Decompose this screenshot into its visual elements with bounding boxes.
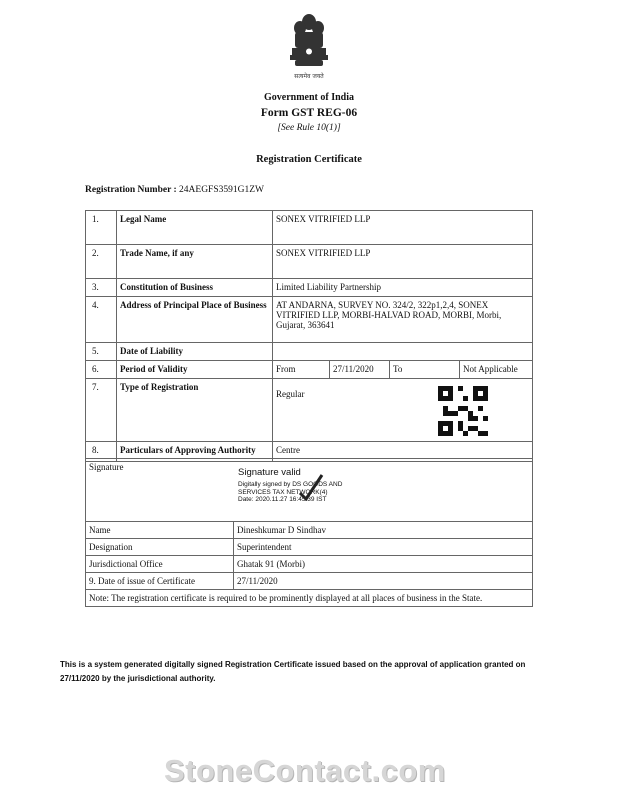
officer-label: Jurisdictional Office	[86, 556, 234, 573]
issue-date-value: 27/11/2020	[234, 573, 533, 590]
certificate-title: Registration Certificate	[256, 154, 362, 165]
signature-cell	[86, 459, 533, 522]
signature-line: Digitally signed by DS GOODS AND	[238, 481, 343, 488]
constitution-value: Limited Liability Partnership	[273, 279, 533, 297]
row-number: 4.	[86, 297, 117, 343]
row-number: 5.	[86, 343, 117, 361]
table-row	[86, 211, 533, 245]
registration-type-value: Regular	[276, 389, 305, 399]
registration-number-label: Registration Number :	[85, 185, 177, 195]
registration-type-cell	[273, 379, 533, 442]
registration-details-table	[85, 210, 533, 462]
emblem-motto: सत्यमेव जयते	[294, 73, 324, 80]
footer-note: This is a system generated digitally signed Registration Certificate issued based on the approval of application granted on 27/11/2020 by the jurisdictional authority.	[60, 660, 526, 683]
row-label: Particulars of Approving Authority	[117, 442, 273, 462]
officer-label: 9. Date of issue of Certificate	[86, 573, 234, 590]
government-title: Government of India	[264, 92, 354, 103]
row-number: 3.	[86, 279, 117, 297]
signature-valid-text: Signature valid	[238, 467, 301, 478]
row-number: 7.	[86, 379, 117, 442]
row-label: Address of Principal Place of Business	[117, 297, 273, 343]
officer-name-value: Dineshkumar D Sindhav	[234, 522, 533, 539]
row-label: Trade Name, if any	[117, 245, 273, 279]
table-row	[86, 279, 533, 297]
table-row	[86, 379, 533, 442]
national-emblem-icon	[278, 12, 340, 82]
watermark-logo: StoneContact.com	[164, 753, 446, 788]
row-label: Date of Liability	[117, 343, 273, 361]
row-number: 6.	[86, 361, 117, 379]
row-number: 8.	[86, 442, 117, 462]
row-label: Type of Registration	[117, 379, 273, 442]
table-row	[86, 245, 533, 279]
officer-label: Designation	[86, 539, 234, 556]
address-value: AT ANDARNA, SURVEY NO. 324/2, 322p1,2,4, SONEX VITRIFIED LLP, MORBI-HALVAD ROAD, MORBI, Morbi, Gujarat, 363641	[273, 297, 533, 343]
rule-reference: [See Rule 10(1)]	[277, 123, 341, 133]
signature-line: Date: 2020.11.27 16:45:39 IST	[238, 496, 327, 503]
designation-value: Superintendent	[234, 539, 533, 556]
table-row	[86, 343, 533, 361]
jurisdictional-office-value: Ghatak 91 (Morbi)	[234, 556, 533, 573]
signature-label: Signature	[89, 462, 124, 472]
form-title: Form GST REG-06	[260, 107, 358, 119]
officer-label: Name	[86, 522, 234, 539]
legal-name-value: SONEX VITRIFIED LLP	[273, 211, 533, 245]
row-number: 1.	[86, 211, 117, 245]
officer-details-table	[85, 458, 533, 607]
table-row	[86, 459, 533, 522]
digital-signature	[238, 467, 342, 504]
row-label: Constitution of Business	[117, 279, 273, 297]
checkmark-icon	[298, 473, 324, 501]
row-number: 2.	[86, 245, 117, 279]
row-label: Legal Name	[117, 211, 273, 245]
row-label: Period of Validity	[117, 361, 273, 379]
table-row	[86, 361, 533, 379]
validity-to-label: To	[390, 361, 460, 379]
table-row	[86, 590, 533, 607]
table-row	[86, 573, 533, 590]
table-row	[86, 297, 533, 343]
registration-number-value: 24AEGFS3591G1ZW	[179, 185, 265, 195]
table-row	[86, 539, 533, 556]
validity-from-date: 27/11/2020	[330, 361, 390, 379]
liability-value	[273, 343, 533, 361]
table-row	[86, 522, 533, 539]
display-note: Note: The registration certificate is required to be prominently displayed at all places of business in the State.	[86, 590, 533, 607]
validity-from-label: From	[273, 361, 330, 379]
validity-to-value: Not Applicable	[460, 361, 533, 379]
trade-name-value: SONEX VITRIFIED LLP	[273, 245, 533, 279]
signature-line: SERVICES TAX NETWORK(4)	[238, 488, 328, 496]
registration-number	[85, 185, 264, 195]
table-row	[86, 556, 533, 573]
approving-authority-value: Centre	[273, 442, 533, 462]
qr-code-icon	[438, 386, 488, 436]
